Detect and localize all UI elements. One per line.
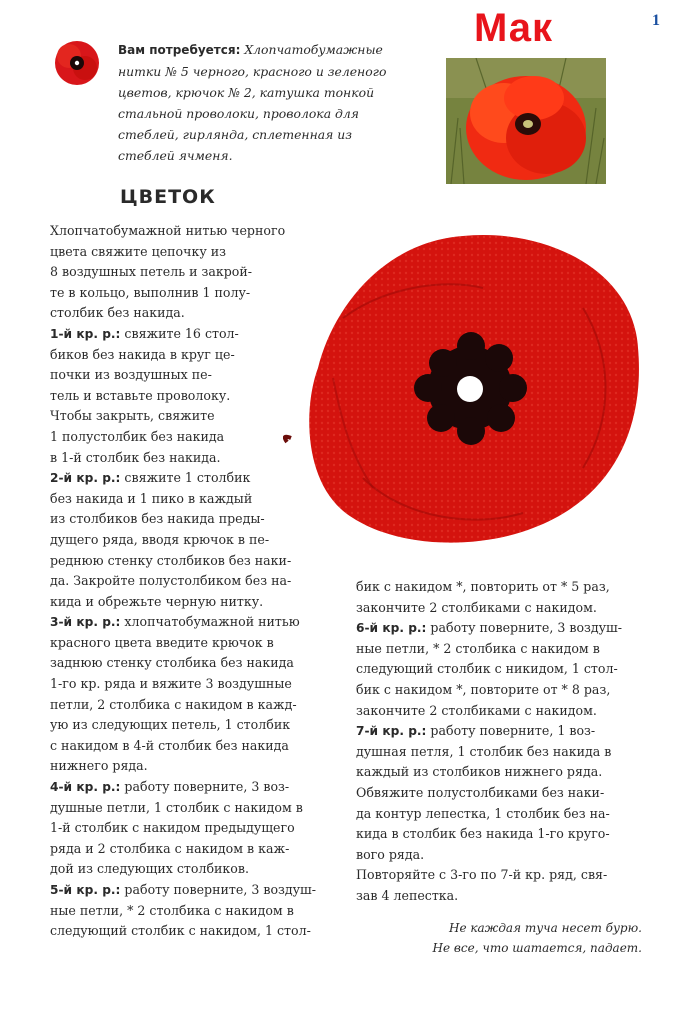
page-title: Мак [474,6,554,50]
row-text: работу поверните, 3 воз- [120,779,290,795]
row-1-first-line [50,324,316,345]
text-line: 1-й столбик с накидом предыдущего [50,820,295,836]
text-line: биков без накида в круг це- [50,346,235,362]
row-text: работу поверните, 3 воздуш- [120,882,317,897]
text-line: закончите 2 столбиками с накидом. [356,599,597,615]
page-number: 1 [652,12,660,29]
text-line: да. Закройте полустолбиком без на- [50,573,292,589]
text-line: кида и обрежьте черную нитку. [50,593,264,609]
text-line: Чтобы закрыть, свяжите [50,408,215,424]
materials-label: Вам потребуется: [118,43,241,57]
row-label: 4-й кр. р.: [50,780,121,795]
proverb-line: Не каждая туча несет бурю. [448,921,642,935]
text-line: следующий столбик с накидом, 1 стол- [50,923,311,939]
poppy-photo [446,58,606,184]
text-line: почки из воздушных пе- [50,367,212,383]
text-line: красного цвета введите крючок в [50,634,274,650]
text-line: Повторяйте с 3-го по 7-й кр. ряд, свя- [356,867,608,883]
text-line: столбик без накида. [50,305,185,321]
text-line: без накида и 1 пико в каждый [50,490,253,506]
row-label: 3-й кр. р.: [50,615,121,630]
right-column [356,577,622,907]
row-text: свяжите 16 стол- [120,325,239,341]
row-text: свяжите 1 столбик [120,470,251,486]
text-line: ряда и 2 столбика с накидом в каж- [50,840,290,856]
text-line: цвета свяжите цепочку из [50,243,227,259]
row-6-first-line [356,618,622,639]
text-line: тель и вставьте проволоку. [50,387,231,403]
text-line: следующий столбик с никидом, 1 стол- [356,661,618,677]
text-line: душные петли, 1 столбик с накидом в [50,799,303,815]
text-line: ую из следующих петель, 1 столбик [50,717,291,733]
section-heading: ЦВЕТОК [120,186,216,208]
row-text: работу поверните, 3 воздуш- [426,620,623,636]
text-line: 8 воздушных петель и закрой- [50,264,253,280]
text-line: 1 полустолбик без накида [50,428,225,444]
text-line: зав 4 лепестка. [356,887,459,903]
text-line: 1-го кр. ряда и вяжите 3 воздушные [50,676,292,692]
text-line: дой из следующих столбиков. [50,861,249,877]
row-4-first-line [50,777,316,798]
text-line: те в кольцо, выполнив 1 полу- [50,284,251,300]
proverb [380,918,642,958]
materials-text: Хлопчатобумажные нитки № 5 черного, красного и зеленого цветов, крючок № 2, катушка тонкой стальной проволоки, проволока для стеблей, гирлянда, сплетенная из стеблей ячменя. [118,42,387,163]
row-5-first-line [50,880,316,901]
poppy-icon [52,38,102,88]
text-line: ные петли, * 2 столбика с накидом в [50,902,294,918]
text-line: закончите 2 столбиками с накидом. [356,702,597,718]
text-line: Обвяжите полустолбиками без наки- [356,784,605,800]
text-line: в 1-й столбик без накида. [50,449,221,465]
text-line: дущего ряда, вводя крючок в пе- [50,531,270,547]
row-label: 7-й кр. р.: [356,724,427,739]
text-line: ные петли, * 2 столбика с накидом в [356,640,600,656]
row-label: 5-й кр. р.: [50,883,121,897]
materials-block [118,39,403,166]
text-line: вого ряда. [356,846,425,862]
row-text: работу поверните, 1 воз- [426,723,596,739]
row-label: 6-й кр. р.: [356,621,427,636]
text-line: бик с накидом *, повторить от * 5 раз, [356,579,610,594]
text-line: петли, 2 столбика с накидом в кажд- [50,696,297,712]
text-line: да контур лепестка, 1 столбик без на- [356,805,610,821]
text-line: из столбиков без накида преды- [50,511,265,527]
proverb-line: Не все, что шатается, падает. [432,941,642,955]
row-2-first-line [50,468,316,489]
row-3-first-line [50,612,316,633]
text-line: нижнего ряда. [50,758,148,774]
text-line: каждый из столбиков нижнего ряда. [356,764,603,780]
left-column [50,221,316,942]
row-label: 2-й кр. р.: [50,471,121,486]
row-7-first-line [356,721,622,742]
text-line: душная петля, 1 столбик без накида в [356,743,612,759]
text-line: Хлопчатобумажной нитью черного [50,223,286,238]
text-line: с накидом в 4-й столбик без накида [50,737,289,753]
crochet-poppy-illustration [283,228,643,553]
text-line: заднюю стенку столбика без накида [50,655,294,671]
text-line: кида в столбик без накида 1-го круго- [356,826,610,842]
row-text: хлопчатобумажной нитью [120,614,300,630]
text-line: бик с накидом *, повторите от * 8 раз, [356,681,611,697]
row-label: 1-й кр. р.: [50,326,121,341]
text-line: реднюю стенку столбиков без наки- [50,552,292,568]
